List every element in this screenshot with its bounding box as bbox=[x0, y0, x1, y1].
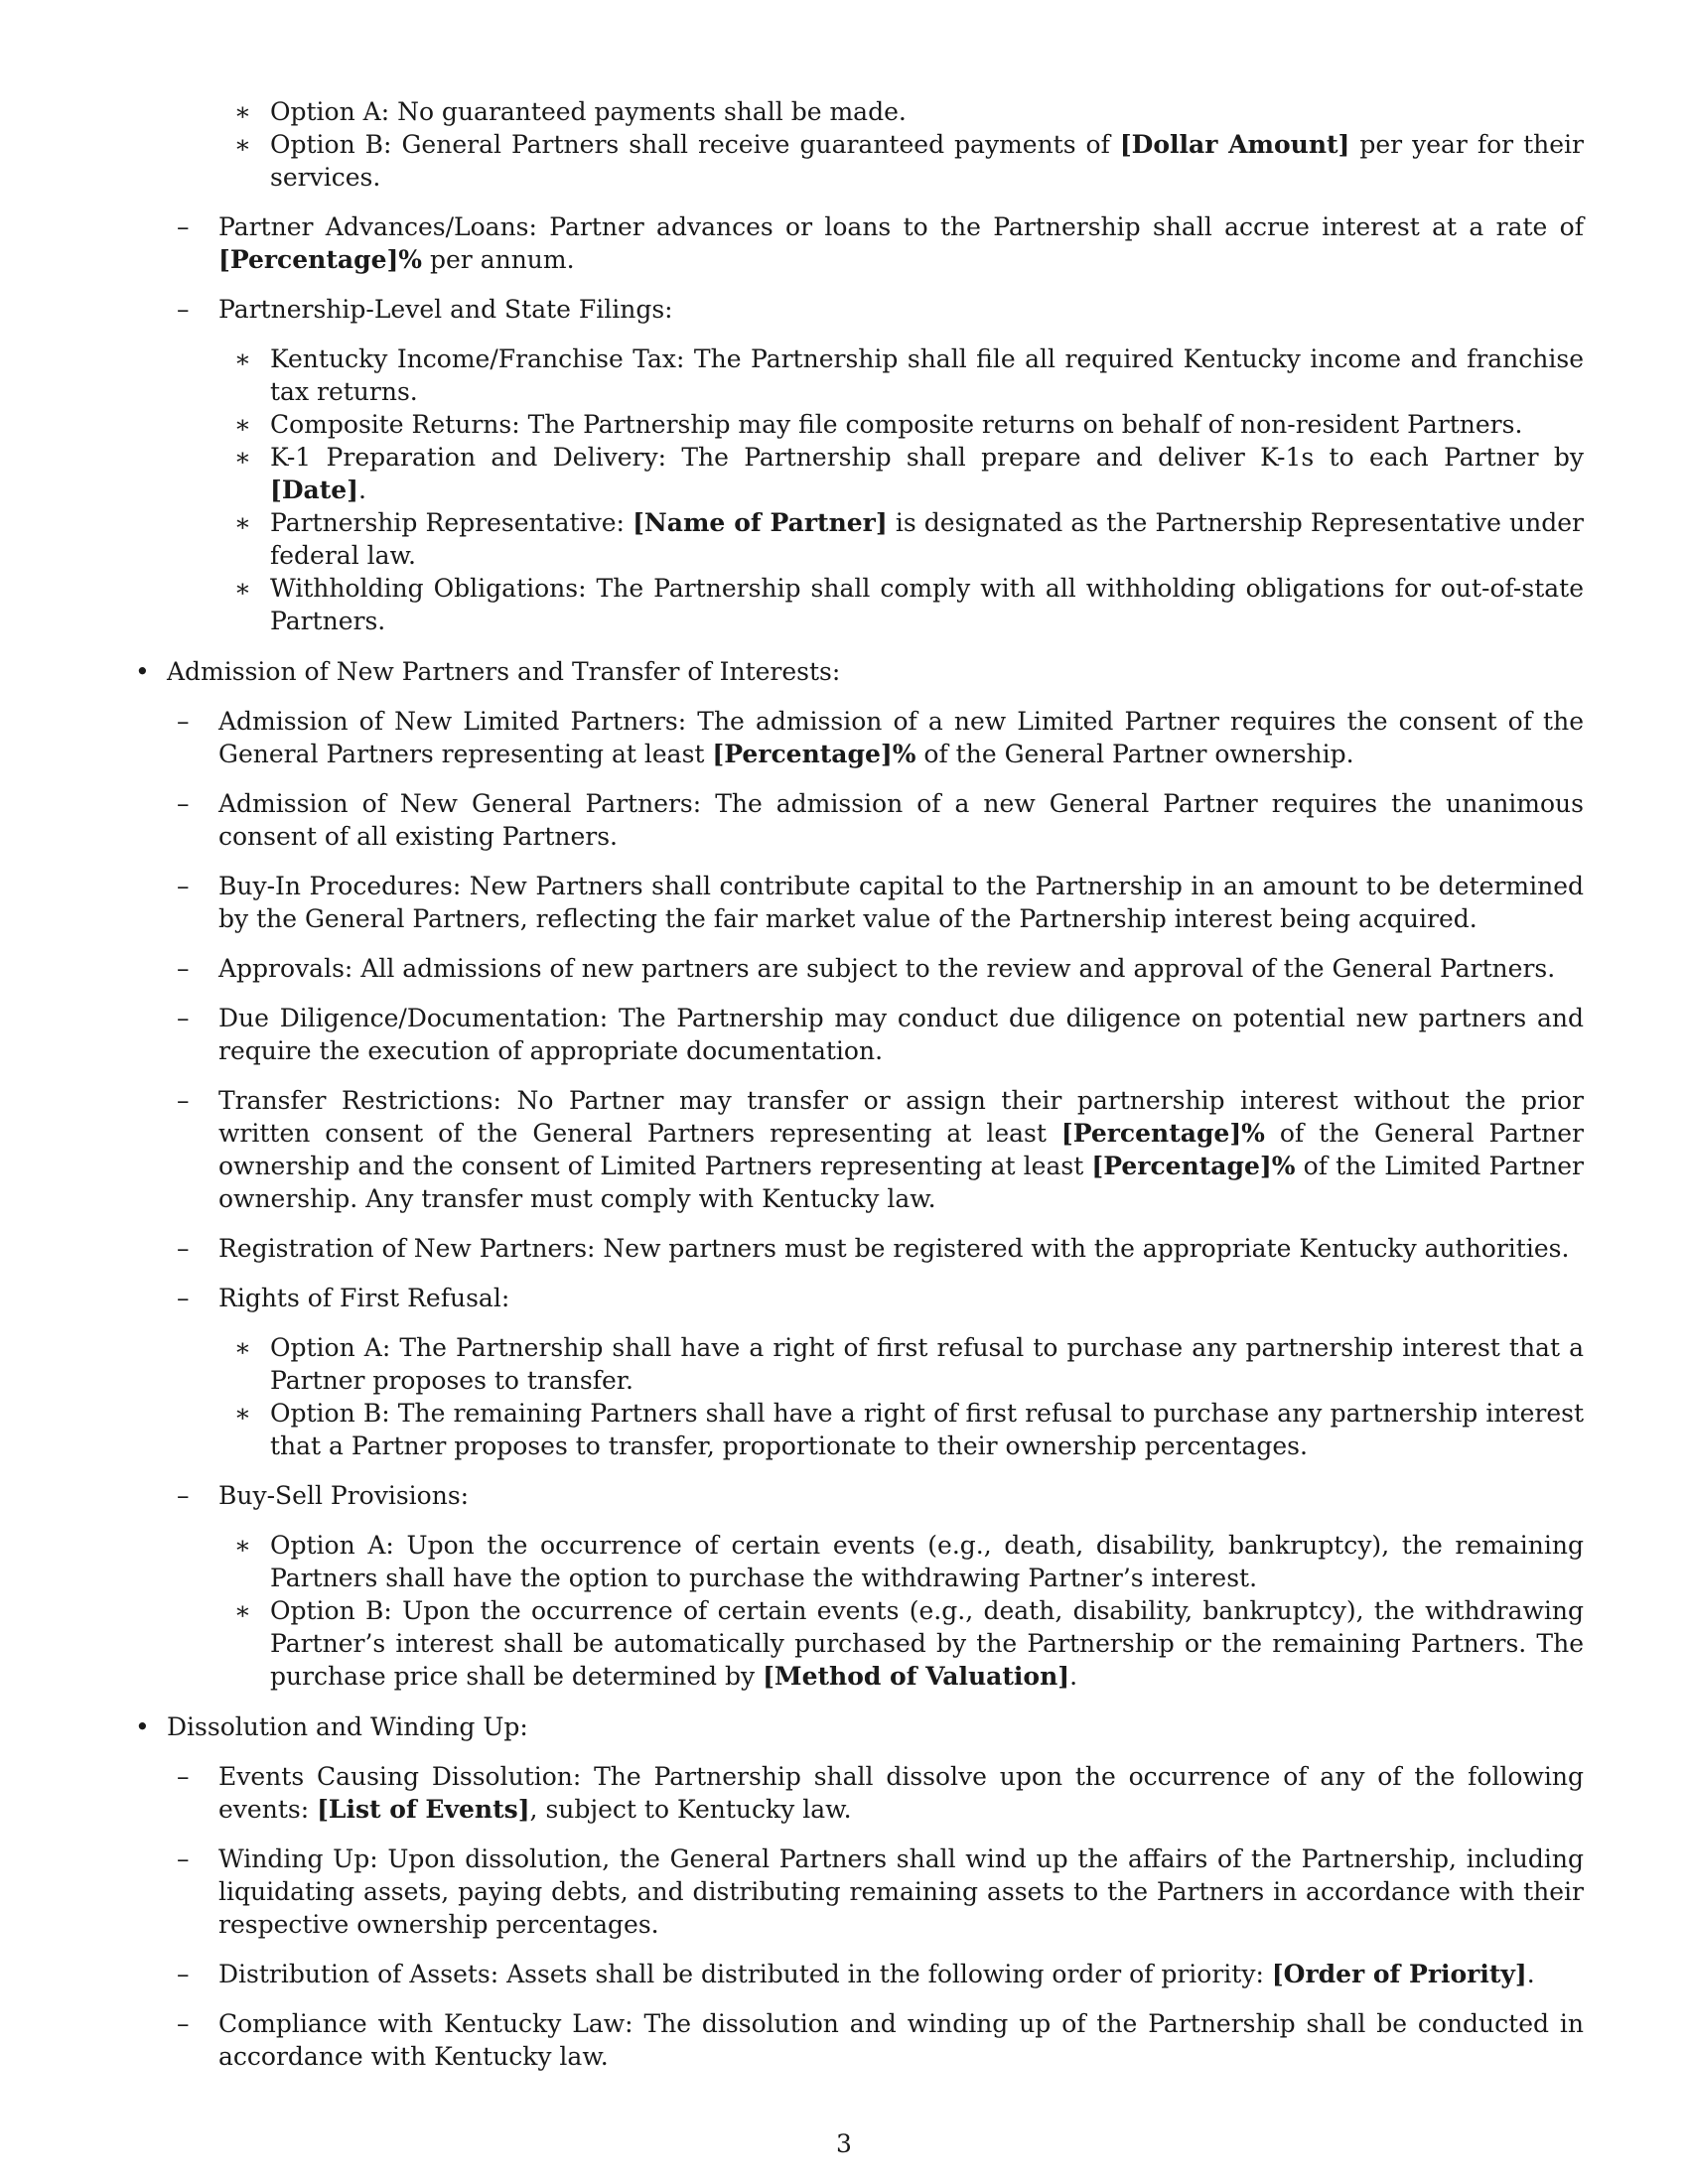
placeholder-list-of-events: [List of Events] bbox=[317, 1795, 530, 1824]
item-text: Option A: No guaranteed payments shall be made. bbox=[270, 97, 907, 126]
list-item-admission-limited bbox=[167, 705, 1584, 770]
item-text: Transfer Restrictions: No Partner may transfer or assign their partnership interest without the prior written consent of the General Partners representing at least bbox=[218, 1086, 1584, 1148]
list-item-withholding bbox=[218, 572, 1584, 637]
star-marker: ∗ bbox=[234, 574, 251, 603]
dash-marker: – bbox=[177, 789, 190, 818]
item-text: Admission of New Partners and Transfer of Interests: bbox=[167, 657, 841, 686]
item-text: Partner Advances/Loans: Partner advances or loans to the Partnership shall accrue interest at a rate of bbox=[218, 212, 1584, 241]
item-text: Withholding Obligations: The Partnership shall comply with all withholding obligations for out-of-state Partners. bbox=[270, 574, 1584, 635]
item-text: of the General Partner ownership. bbox=[915, 740, 1354, 768]
item-text: Approvals: All admissions of new partners are subject to the review and approval of the General Partners. bbox=[218, 954, 1556, 983]
list-item-kentucky-tax bbox=[218, 342, 1584, 408]
placeholder-percentage: [Percentage]% bbox=[1091, 1152, 1296, 1180]
dash-marker: – bbox=[177, 295, 190, 324]
dash-marker: – bbox=[177, 1481, 190, 1510]
item-text: is designated as the Partnership Representative under federal law. bbox=[270, 508, 1584, 570]
star-marker: ∗ bbox=[234, 1531, 251, 1560]
placeholder-percentage: [Percentage]% bbox=[712, 740, 916, 768]
document-body bbox=[129, 95, 1584, 2073]
list-item-rofr-option-b bbox=[218, 1397, 1584, 1462]
star-marker: ∗ bbox=[234, 1399, 251, 1428]
list-item-composite-returns bbox=[218, 408, 1584, 441]
star-marker: ∗ bbox=[234, 130, 251, 159]
item-text: Option B: Upon the occurrence of certain events (e.g., death, disability, bankruptcy), the withdrawing Partner’s interest shall be automatically purchased by the Partnership or the remaining Partners. The purchase price shall be determined by bbox=[270, 1596, 1584, 1691]
item-text: Rights of First Refusal: bbox=[218, 1284, 510, 1312]
list-item-admission-general bbox=[167, 787, 1584, 853]
item-text: Dissolution and Winding Up: bbox=[167, 1712, 528, 1741]
list-item-approvals bbox=[167, 952, 1584, 985]
list-item-buy-in bbox=[167, 870, 1584, 935]
placeholder-method-of-valuation: [Method of Valuation] bbox=[763, 1662, 1070, 1691]
page-number: 3 bbox=[836, 2129, 852, 2158]
dash-marker: – bbox=[177, 212, 190, 241]
bullet-marker: • bbox=[135, 657, 150, 686]
list-item-option-b-guaranteed bbox=[218, 128, 1584, 194]
item-text: Kentucky Income/Franchise Tax: The Partnership shall file all required Kentucky income and franchise tax returns. bbox=[270, 344, 1584, 406]
star-marker: ∗ bbox=[234, 344, 251, 373]
list-item-transfer-restrictions bbox=[167, 1084, 1584, 1215]
item-text: , subject to Kentucky law. bbox=[529, 1795, 852, 1824]
item-text: Distribution of Assets: Assets shall be distributed in the following order of priority: bbox=[218, 1960, 1272, 1988]
list-item-rofr-heading bbox=[167, 1282, 1584, 1314]
item-text: Buy-Sell Provisions: bbox=[218, 1481, 470, 1510]
dash-marker: – bbox=[177, 1762, 190, 1791]
placeholder-dollar-amount: [Dollar Amount] bbox=[1119, 130, 1350, 159]
list-item-distribution-of-assets bbox=[167, 1958, 1584, 1990]
star-marker: ∗ bbox=[234, 508, 251, 537]
item-text: Option A: The Partnership shall have a right of first refusal to purchase any partnership interest that a Partner proposes to transfer. bbox=[270, 1333, 1584, 1395]
item-text: Winding Up: Upon dissolution, the General Partners shall wind up the affairs of the Partnership, including liquidating assets, paying debts, and distributing remaining assets to the Partners in accordance with their respective ownership percentages. bbox=[218, 1844, 1584, 1939]
star-marker: ∗ bbox=[234, 443, 251, 472]
list-item-k1-preparation bbox=[218, 441, 1584, 506]
section-admission-heading bbox=[129, 655, 1584, 688]
list-item-partnership-representative bbox=[218, 506, 1584, 572]
placeholder-order-of-priority: [Order of Priority] bbox=[1271, 1960, 1527, 1988]
list-item-events-causing-dissolution bbox=[167, 1760, 1584, 1826]
item-text: Buy-In Procedures: New Partners shall contribute capital to the Partnership in an amount to be determined by the General Partners, reflecting the fair market value of the Partnership interest being acquired. bbox=[218, 872, 1584, 933]
item-text: . bbox=[358, 476, 366, 504]
item-text: Composite Returns: The Partnership may file composite returns on behalf of non-resident Partners. bbox=[270, 410, 1523, 439]
item-text: Option B: The remaining Partners shall have a right of first refusal to purchase any partnership interest that a Partner proposes to transfer, proportionate to their ownership percentages. bbox=[270, 1399, 1584, 1460]
placeholder-date: [Date] bbox=[270, 476, 358, 504]
list-item-registration bbox=[167, 1232, 1584, 1265]
item-text: Admission of New Limited Partners: The admission of a new Limited Partner requires the consent of the General Partners representing at least bbox=[218, 707, 1584, 768]
dash-marker: – bbox=[177, 707, 190, 736]
list-item-option-a-guaranteed bbox=[218, 95, 1584, 128]
star-marker: ∗ bbox=[234, 97, 251, 126]
list-item-rofr-option-a bbox=[218, 1331, 1584, 1397]
list-item-due-diligence bbox=[167, 1002, 1584, 1067]
star-marker: ∗ bbox=[234, 1596, 251, 1625]
item-text: . bbox=[1526, 1960, 1535, 1988]
dash-marker: – bbox=[177, 1284, 190, 1312]
list-item-buy-sell-option-a bbox=[218, 1529, 1584, 1594]
item-text: . bbox=[1069, 1662, 1078, 1691]
item-text: per annum. bbox=[422, 245, 575, 274]
item-text: of the General Partner ownership and the consent of Limited Partners representing at least bbox=[218, 1119, 1584, 1180]
item-text: Registration of New Partners: New partners must be registered with the appropriate Kentucky authorities. bbox=[218, 1234, 1570, 1263]
item-text: Option B: General Partners shall receive guaranteed payments of bbox=[270, 130, 1120, 159]
item-text: per year for their services. bbox=[270, 130, 1584, 192]
item-text: Events Causing Dissolution: The Partnership shall dissolve upon the occurrence of any of the following events: bbox=[218, 1762, 1584, 1824]
item-text: Due Diligence/Documentation: The Partnership may conduct due diligence on potential new partners and require the execution of appropriate documentation. bbox=[218, 1004, 1584, 1065]
star-marker: ∗ bbox=[234, 410, 251, 439]
dash-marker: – bbox=[177, 872, 190, 900]
dash-marker: – bbox=[177, 1844, 190, 1873]
section-dissolution-heading bbox=[129, 1710, 1584, 1743]
item-text: Compliance with Kentucky Law: The dissolution and winding up of the Partnership shall be conducted in accordance with Kentucky law. bbox=[218, 2009, 1584, 2071]
item-text: K-1 Preparation and Delivery: The Partnership shall prepare and deliver K-1s to each Partner by bbox=[270, 443, 1584, 472]
item-text: Option A: Upon the occurrence of certain events (e.g., death, disability, bankruptcy), the remaining Partners shall have the option to purchase the withdrawing Partner’s interest. bbox=[270, 1531, 1584, 1592]
list-item-buy-sell-option-b bbox=[218, 1594, 1584, 1693]
list-item-winding-up bbox=[167, 1843, 1584, 1941]
dash-marker: – bbox=[177, 1960, 190, 1988]
dash-marker: – bbox=[177, 1086, 190, 1115]
item-text: Partnership-Level and State Filings: bbox=[218, 295, 673, 324]
bullet-marker: • bbox=[135, 1712, 150, 1741]
dash-marker: – bbox=[177, 1234, 190, 1263]
item-text: Partnership Representative: bbox=[270, 508, 633, 537]
dash-marker: – bbox=[177, 954, 190, 983]
item-text: of the Limited Partner ownership. Any transfer must comply with Kentucky law. bbox=[218, 1152, 1585, 1213]
item-text: Admission of New General Partners: The admission of a new General Partner requires the unanimous consent of all existing Partners. bbox=[218, 789, 1584, 851]
star-marker: ∗ bbox=[234, 1333, 251, 1362]
list-item-buy-sell-heading bbox=[167, 1479, 1584, 1512]
placeholder-percentage: [Percentage]% bbox=[218, 245, 423, 274]
list-item-partner-advances bbox=[167, 210, 1584, 276]
placeholder-name-of-partner: [Name of Partner] bbox=[633, 508, 888, 537]
list-item-filings-heading bbox=[167, 293, 1584, 326]
list-item-compliance-kentucky bbox=[167, 2007, 1584, 2073]
placeholder-percentage: [Percentage]% bbox=[1060, 1119, 1265, 1148]
dash-marker: – bbox=[177, 2009, 190, 2038]
dash-marker: – bbox=[177, 1004, 190, 1032]
